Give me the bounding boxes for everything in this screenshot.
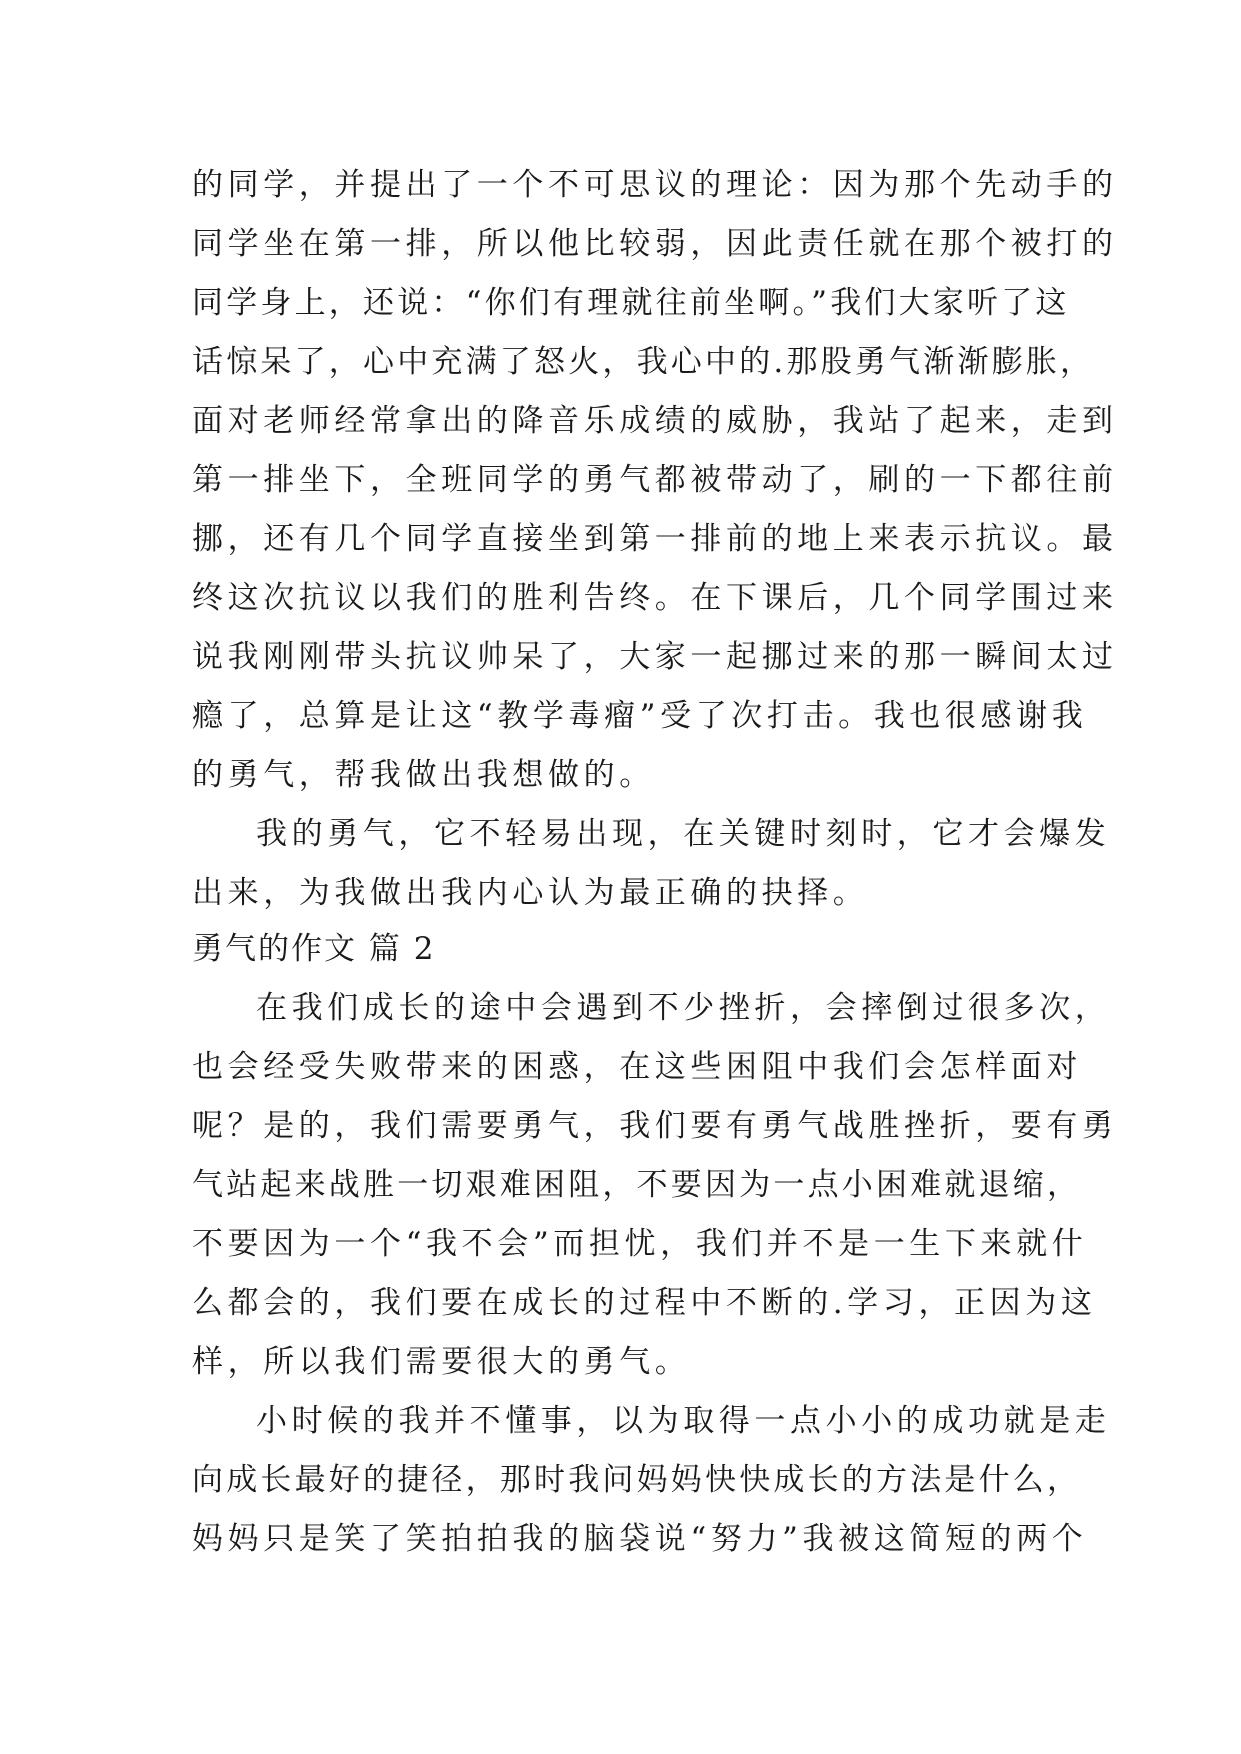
text-line: 小时候的我并不懂事，以为取得一点小小的成功就是走 [256,1403,1111,1439]
section-heading: 勇气的作文 篇 2 [192,931,436,967]
text-line: 不要因为一个“我不会”而担忧，我们并不是一生下来就什 [192,1226,1088,1262]
text-line: 的勇气，帮我做出我想做的。 [192,757,655,793]
text-line: 我的勇气，它不轻易出现，在关键时刻时，它才会爆发 [256,816,1111,852]
text-line: 出来，为我做出我内心认为最正确的抉择。 [192,875,869,911]
text-line: 面对老师经常拿出的降音乐成绩的威胁，我站了起来，走到 [192,403,1118,439]
text-line: 呢？是的，我们需要勇气，我们要有勇气战胜挫折，要有勇 [192,1108,1118,1144]
text-line: 么都会的，我们要在成长的过程中不断的.学习，正因为这 [192,1285,1097,1321]
text-line: 第一排坐下，全班同学的勇气都被带动了，刷的一下都往前 [192,462,1118,498]
text-line: 向成长最好的捷径，那时我问妈妈快快成长的方法是什么， [192,1462,1082,1498]
text-line: 话惊呆了，心中充满了怒火，我心中的.那股勇气渐渐膨胀， [192,344,1095,380]
text-line: 妈妈只是笑了笑拍拍我的脑袋说“努力”我被这简短的两个 [192,1521,1088,1557]
text-line: 的同学，并提出了一个不可思议的理论：因为那个先动手的 [192,167,1118,203]
text-line: 同学身上，还说：“你们有理就往前坐啊。”我们大家听了这 [192,285,1070,321]
text-line: 也会经受失败带来的困惑，在这些困阻中我们会怎样面对 [192,1049,1082,1085]
text-line: 在我们成长的途中会遇到不少挫折，会摔倒过很多次， [256,990,1111,1026]
text-line: 样，所以我们需要很大的勇气。 [192,1344,691,1380]
text-line: 瘾了，总算是让这“教学毒瘤”受了次打击。我也很感谢我 [192,698,1088,734]
text-line: 气站起来战胜一切艰难困阻，不要因为一点小困难就退缩， [192,1167,1082,1203]
text-line: 终这次抗议以我们的胜利告终。在下课后，几个同学围过来 [192,580,1118,616]
text-line: 说我刚刚带头抗议帅呆了，大家一起挪过来的那一瞬间太过 [192,639,1118,675]
text-line: 同学坐在第一排，所以他比较弱，因此责任就在那个被打的 [192,226,1118,262]
text-line: 挪，还有几个同学直接坐到第一排前的地上来表示抗议。最 [192,521,1118,557]
